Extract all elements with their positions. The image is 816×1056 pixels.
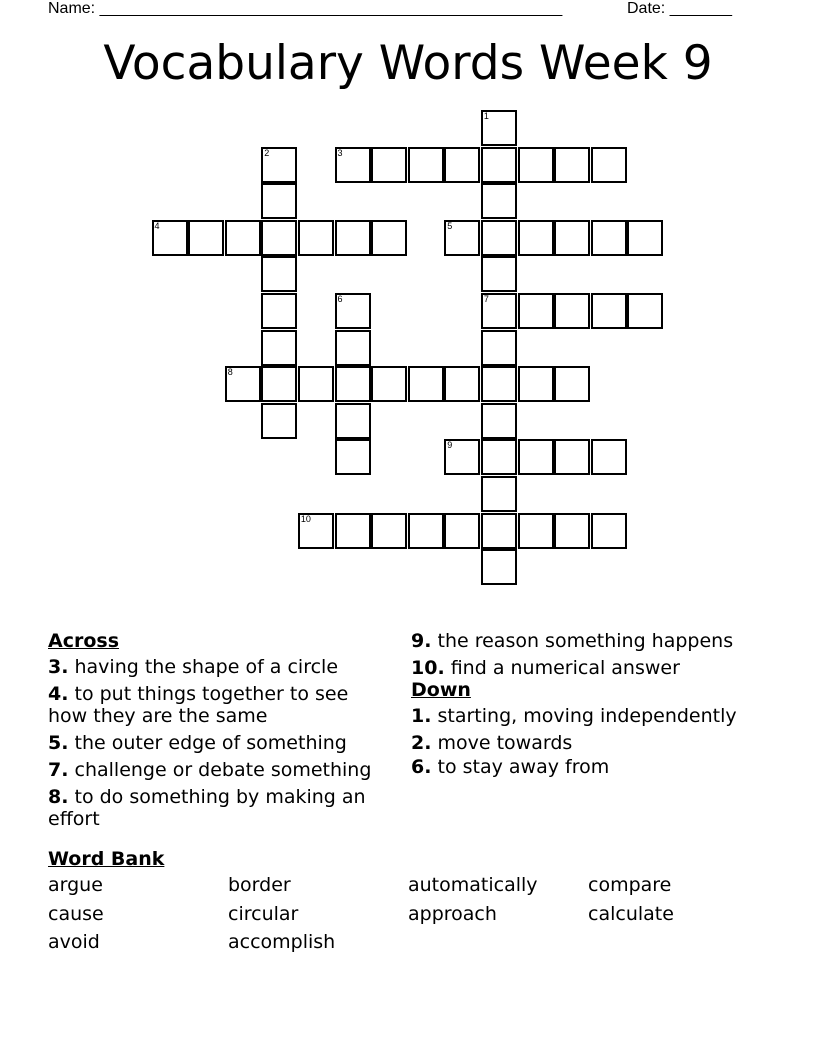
clues-right-column <box>411 630 771 783</box>
clue-text: to do something by making an effort <box>48 786 366 830</box>
name-field: Name: ____________________________________________________ <box>48 0 563 17</box>
date-field: Date: _______ <box>627 0 732 17</box>
crossword-cell[interactable] <box>518 220 554 256</box>
crossword-cell[interactable] <box>261 183 297 219</box>
crossword-cell[interactable] <box>481 513 517 549</box>
clue-text: the reason something happens <box>437 630 734 652</box>
clue-number-label: 10 <box>300 513 311 524</box>
page-title: Vocabulary Words Week 9 <box>103 36 713 91</box>
word-bank-word: avoid <box>48 931 100 953</box>
crossword-cell[interactable] <box>518 513 554 549</box>
clue-number: 3. <box>48 656 69 678</box>
crossword-cell[interactable] <box>444 366 480 402</box>
down-clue <box>411 756 771 778</box>
clue-text: find a numerical answer <box>450 657 680 679</box>
word-bank <box>48 846 768 953</box>
across-heading: Across <box>48 630 120 652</box>
crossword-cell[interactable] <box>591 147 627 183</box>
crossword-cell[interactable] <box>481 220 517 256</box>
crossword-cell[interactable] <box>481 183 517 219</box>
crossword-cell[interactable] <box>335 439 371 475</box>
word-bank-word: cause <box>48 902 104 925</box>
clue-number: 1. <box>411 705 432 727</box>
word-bank-word: border <box>228 874 291 896</box>
crossword-cell[interactable] <box>408 366 444 402</box>
crossword-cell[interactable] <box>481 476 517 512</box>
across-clue <box>411 657 771 679</box>
word-bank-word: calculate <box>588 902 674 925</box>
crossword-cell[interactable] <box>554 293 590 329</box>
crossword-cell[interactable] <box>261 293 297 329</box>
crossword-cell[interactable] <box>481 549 517 585</box>
clue-text: having the shape of a circle <box>74 656 339 678</box>
crossword-cell[interactable] <box>335 366 371 402</box>
crossword-cell[interactable] <box>518 147 554 183</box>
crossword-cell[interactable] <box>518 293 554 329</box>
clue-number-label: 4 <box>154 220 160 231</box>
crossword-cell[interactable] <box>481 293 517 329</box>
crossword-cell[interactable] <box>298 513 334 549</box>
word-bank-word: accomplish <box>228 931 336 953</box>
crossword-cell[interactable] <box>444 147 480 183</box>
clue-number: 10. <box>411 657 445 679</box>
clue-number: 2. <box>411 732 432 754</box>
clue-number-label: 9 <box>447 440 453 451</box>
crossword-cell[interactable] <box>554 439 590 475</box>
crossword-cell[interactable] <box>591 513 627 549</box>
crossword-cell[interactable] <box>335 513 371 549</box>
clue-text: to put things together to see how they are the same <box>48 683 349 727</box>
crossword-cell[interactable] <box>261 256 297 292</box>
down-heading: Down <box>411 679 471 701</box>
clue-number: 5. <box>48 732 69 754</box>
across-clue <box>411 630 771 652</box>
crossword-cell[interactable] <box>261 403 297 439</box>
crossword-cell[interactable] <box>371 366 407 402</box>
crossword-cell[interactable] <box>481 366 517 402</box>
crossword-cell[interactable] <box>481 147 517 183</box>
crossword-cell[interactable] <box>261 366 297 402</box>
crossword-cell[interactable] <box>591 220 627 256</box>
crossword-cell[interactable] <box>591 439 627 475</box>
clue-number-label: 2 <box>264 147 270 158</box>
crossword-cell[interactable] <box>371 147 407 183</box>
down-clue <box>411 705 771 727</box>
clue-text: to stay away from <box>437 756 610 778</box>
word-bank-word: circular <box>228 902 299 925</box>
crossword-cell[interactable] <box>481 403 517 439</box>
word-bank-title: Word Bank <box>48 848 165 870</box>
word-bank-word: compare <box>588 874 672 896</box>
clue-number-label: 6 <box>337 294 343 304</box>
clue-text: the outer edge of something <box>74 732 347 754</box>
across-clue <box>48 732 388 754</box>
crossword-cell[interactable] <box>335 147 371 183</box>
clue-number: 9. <box>411 630 432 652</box>
crossword-cell[interactable] <box>518 439 554 475</box>
clue-number: 7. <box>48 759 69 781</box>
crossword-cell[interactable] <box>481 256 517 292</box>
clue-number-label: 5 <box>447 220 453 231</box>
crossword-cell[interactable] <box>591 293 627 329</box>
clue-text: move towards <box>437 732 573 754</box>
crossword-cell[interactable] <box>408 513 444 549</box>
crossword-cell[interactable] <box>481 110 517 146</box>
crossword-cell[interactable] <box>188 220 224 256</box>
crossword-cell[interactable] <box>481 330 517 366</box>
crossword-cell[interactable] <box>627 220 663 256</box>
clue-number-label: 3 <box>337 147 343 158</box>
crossword-cell[interactable] <box>335 330 371 366</box>
crossword-cell[interactable] <box>627 293 663 329</box>
crossword-cell[interactable] <box>335 220 371 256</box>
crossword-cell[interactable] <box>335 293 371 329</box>
clue-text: challenge or debate something <box>74 759 372 781</box>
crossword-cell[interactable] <box>152 220 188 256</box>
clue-number: 6. <box>411 756 432 778</box>
clue-number: 4. <box>48 683 69 705</box>
crossword-cell[interactable] <box>444 220 480 256</box>
crossword-cell[interactable] <box>554 513 590 549</box>
across-clue <box>48 786 388 830</box>
crossword-cell[interactable] <box>554 147 590 183</box>
word-bank-word: argue <box>48 874 103 896</box>
crossword-cell[interactable] <box>444 513 480 549</box>
down-clue <box>411 732 771 754</box>
crossword-cell[interactable] <box>225 220 261 256</box>
clues-left-column <box>48 630 388 835</box>
clue-number: 8. <box>48 786 69 808</box>
word-bank-word: approach <box>408 902 497 925</box>
clue-text: starting, moving independently <box>437 705 737 727</box>
crossword-cell[interactable] <box>298 366 334 402</box>
crossword-cell[interactable] <box>518 366 554 402</box>
clue-number-label: 7 <box>483 294 489 304</box>
crossword-cell[interactable] <box>408 147 444 183</box>
crossword-cell[interactable] <box>371 513 407 549</box>
word-bank-word: automatically <box>408 874 538 896</box>
crossword-cell[interactable] <box>335 403 371 439</box>
crossword-cell[interactable] <box>261 330 297 366</box>
word-bank-list <box>48 874 768 953</box>
crossword-cell[interactable] <box>371 220 407 256</box>
crossword-cell[interactable] <box>225 366 261 402</box>
across-clue <box>48 656 388 678</box>
across-clue <box>48 683 388 727</box>
crossword-cell[interactable] <box>444 439 480 475</box>
crossword-cell[interactable] <box>554 366 590 402</box>
crossword-cell[interactable] <box>261 220 297 256</box>
clue-number-label: 1 <box>483 111 489 121</box>
across-clue <box>48 759 388 781</box>
crossword-cell[interactable] <box>261 147 297 183</box>
crossword-cell[interactable] <box>554 220 590 256</box>
clue-number-label: 8 <box>227 367 233 378</box>
crossword-cell[interactable] <box>481 439 517 475</box>
crossword-cell[interactable] <box>298 220 334 256</box>
